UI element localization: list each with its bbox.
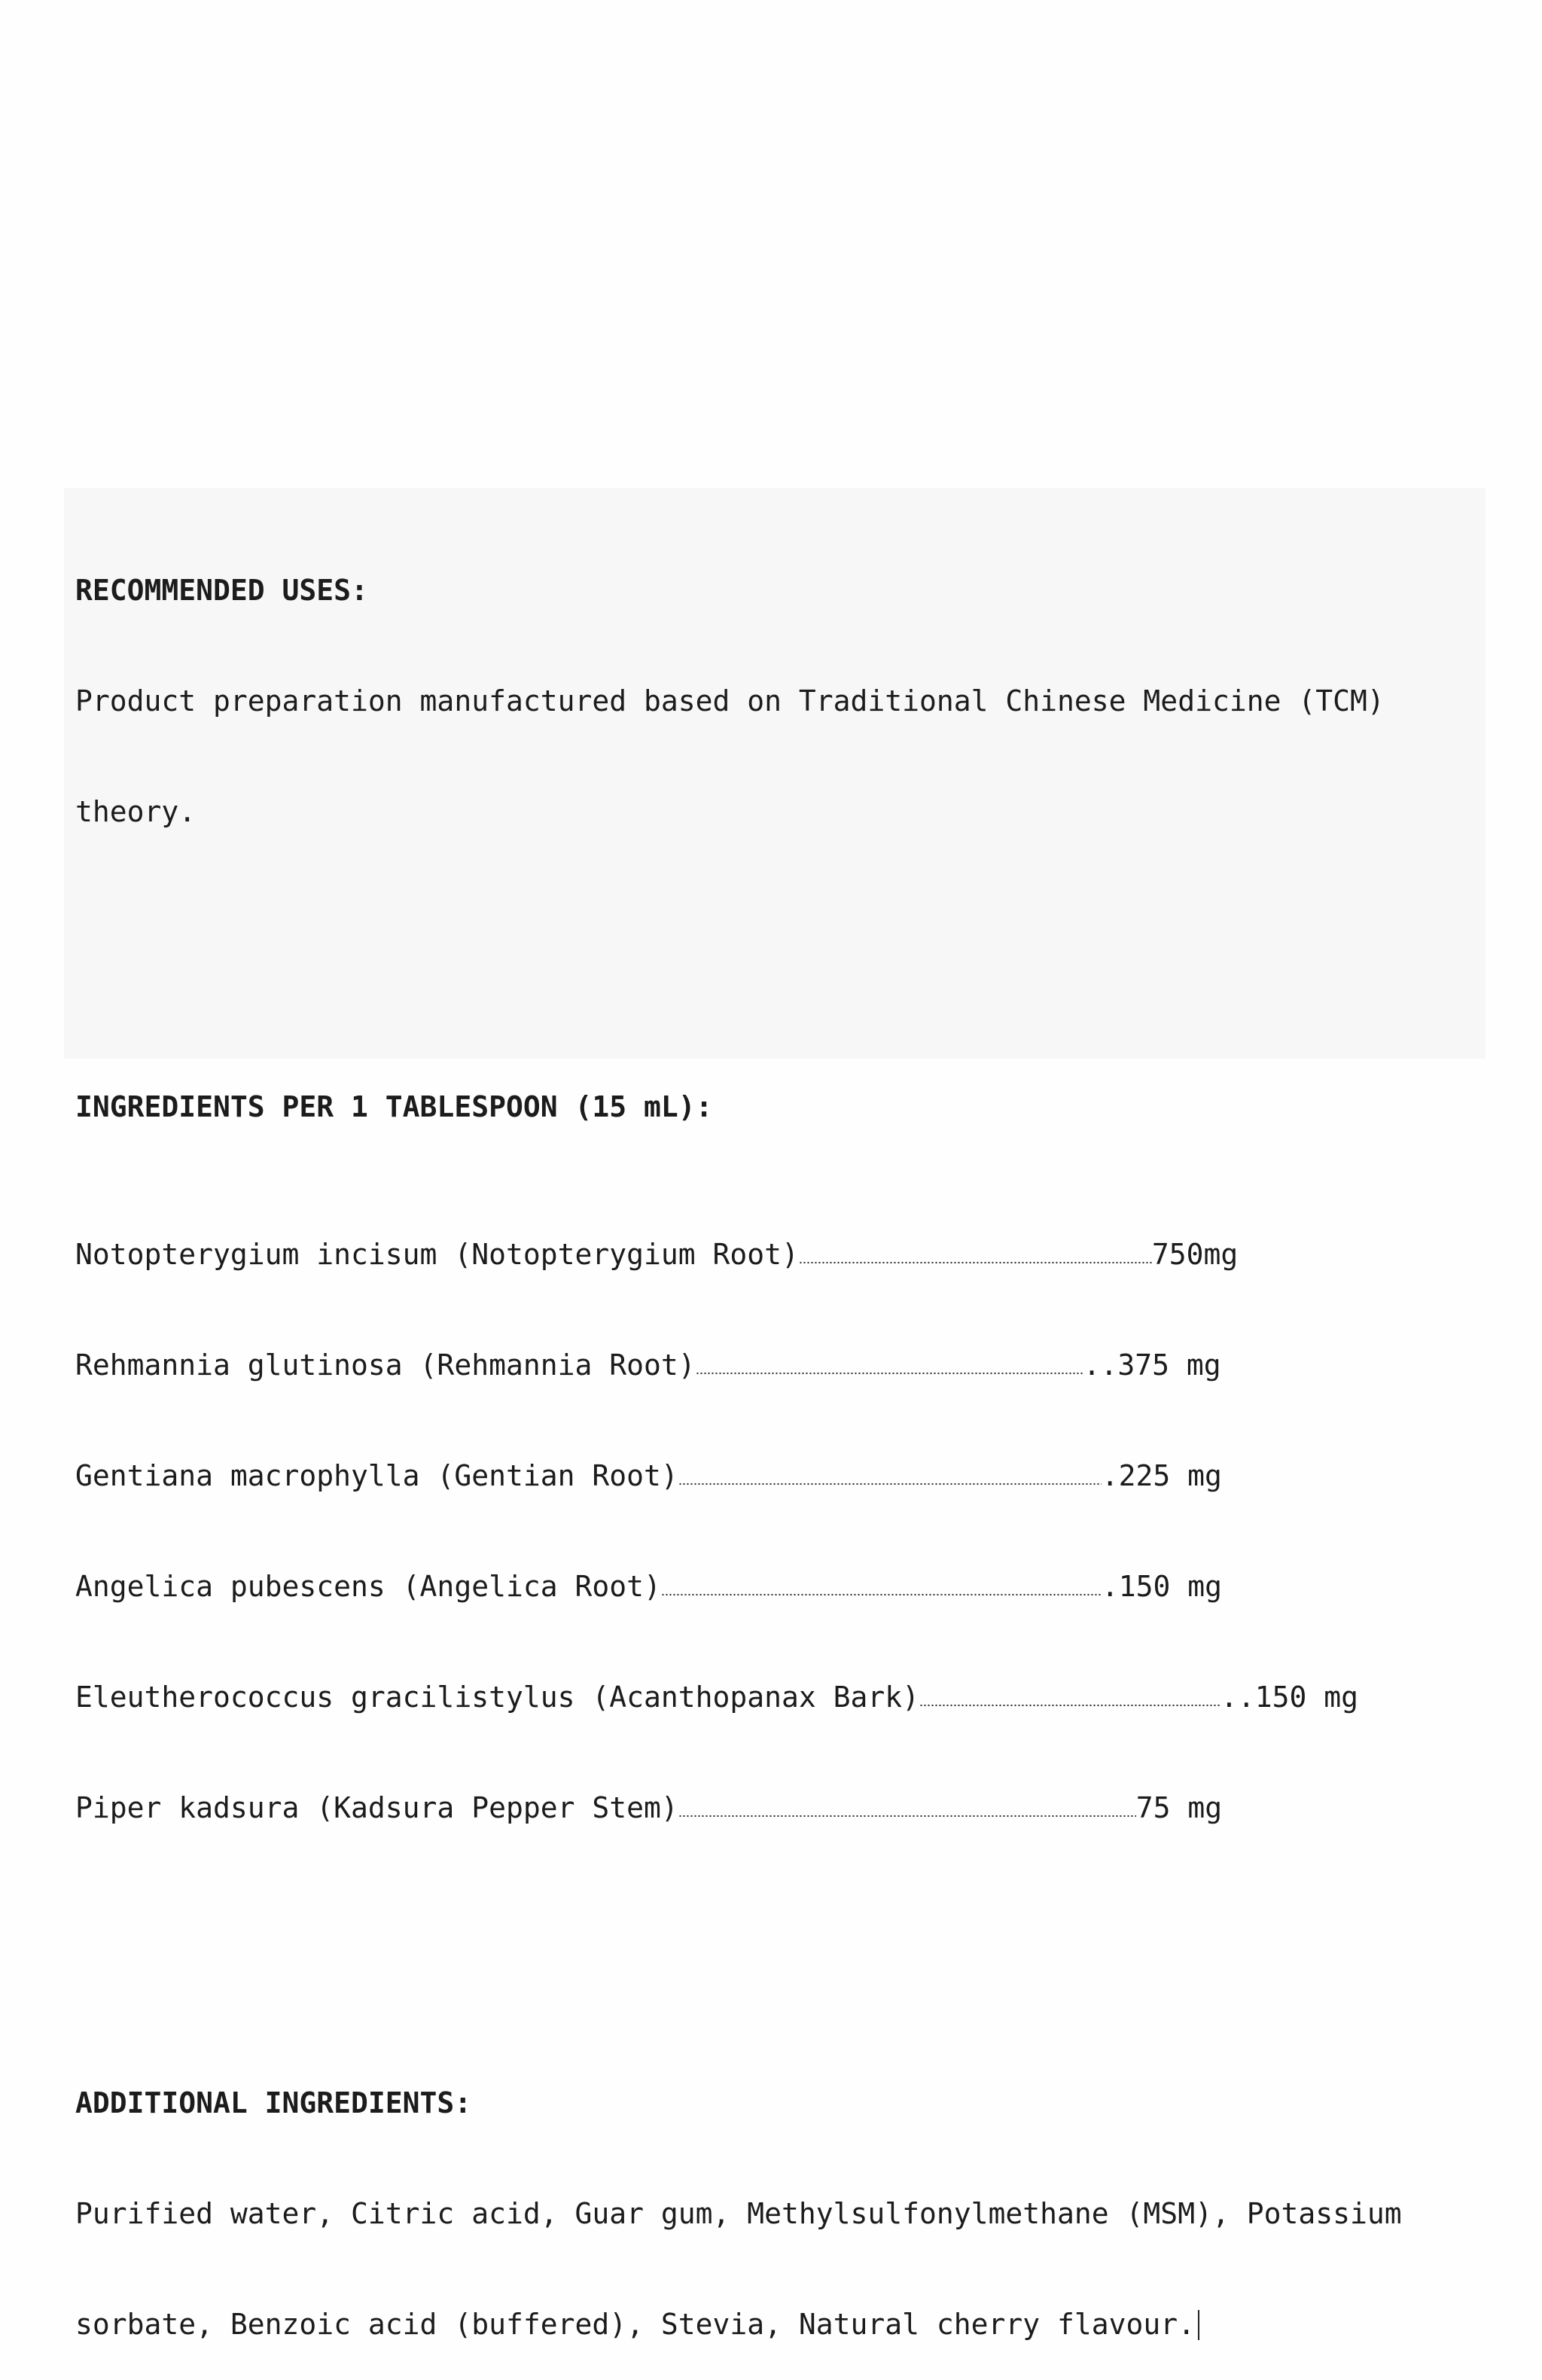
dot-leader: [661, 1593, 1102, 1596]
ingredients-document: [64, 488, 1486, 2341]
ingredient-row: [75, 1790, 1486, 1827]
ingredient-row: [75, 1679, 1486, 1716]
dot-leader: [696, 1372, 1083, 1375]
dot-leader: [919, 1704, 1220, 1707]
text-cursor: [1198, 2310, 1199, 2340]
ingredient-amount: 750mg: [1151, 1238, 1239, 1271]
ingredient-amount: 75 mg: [1135, 1791, 1223, 1824]
ingredient-name: Eleutherococcus gracilistylus (Acanthopanax Bark): [75, 1681, 920, 1714]
ingredient-row: [75, 1347, 1486, 1384]
ingredient-amount: ..150 mg: [1220, 1681, 1359, 1714]
additional-ingredients-text-line-1: Purified water, Citric acid, Guar gum, Methylsulfonylmethane (MSM), Potassium: [75, 2197, 1402, 2230]
spacer: [75, 1937, 1486, 1974]
ingredient-amount: .150 mg: [1101, 1570, 1223, 1603]
ingredient-name: Gentiana macrophylla (Gentian Root): [75, 1459, 678, 1492]
recommended-uses-text-line-1: Product preparation manufactured based on Traditional Chinese Medicine (TCM): [75, 684, 1385, 718]
ingredients-heading: INGREDIENTS PER 1 TABLESPOON (15 mL):: [75, 1090, 713, 1123]
ingredient-row: [75, 1568, 1486, 1605]
spacer: [75, 941, 1486, 978]
ingredient-name: Angelica pubescens (Angelica Root): [75, 1570, 661, 1603]
ingredient-amount: .225 mg: [1101, 1459, 1222, 1492]
dot-leader: [678, 1483, 1102, 1486]
dot-leader: [678, 1815, 1136, 1818]
ingredient-name: Rehmannia glutinosa (Rehmannia Root): [75, 1348, 696, 1382]
additional-ingredients-text: sorbate, Benzoic acid (buffered), Stevia, Natural cherry flavour.: [75, 2308, 1196, 2341]
ingredient-row: [75, 1236, 1486, 1273]
additional-ingredients-heading: ADDITIONAL INGREDIENTS:: [75, 2086, 472, 2119]
recommended-uses-heading: RECOMMENDED USES:: [75, 574, 368, 607]
ingredient-row: [75, 1458, 1486, 1495]
recommended-uses-text-line-2: theory.: [75, 795, 197, 828]
additional-ingredients-text-line-2[interactable]: [75, 2306, 1486, 2343]
dot-leader: [799, 1261, 1152, 1264]
ingredient-amount: ..375 mg: [1083, 1348, 1221, 1382]
ingredient-name: Notopterygium incisum (Notopterygium Root): [75, 1238, 799, 1271]
ingredient-name: Piper kadsura (Kadsura Pepper Stem): [75, 1791, 678, 1824]
